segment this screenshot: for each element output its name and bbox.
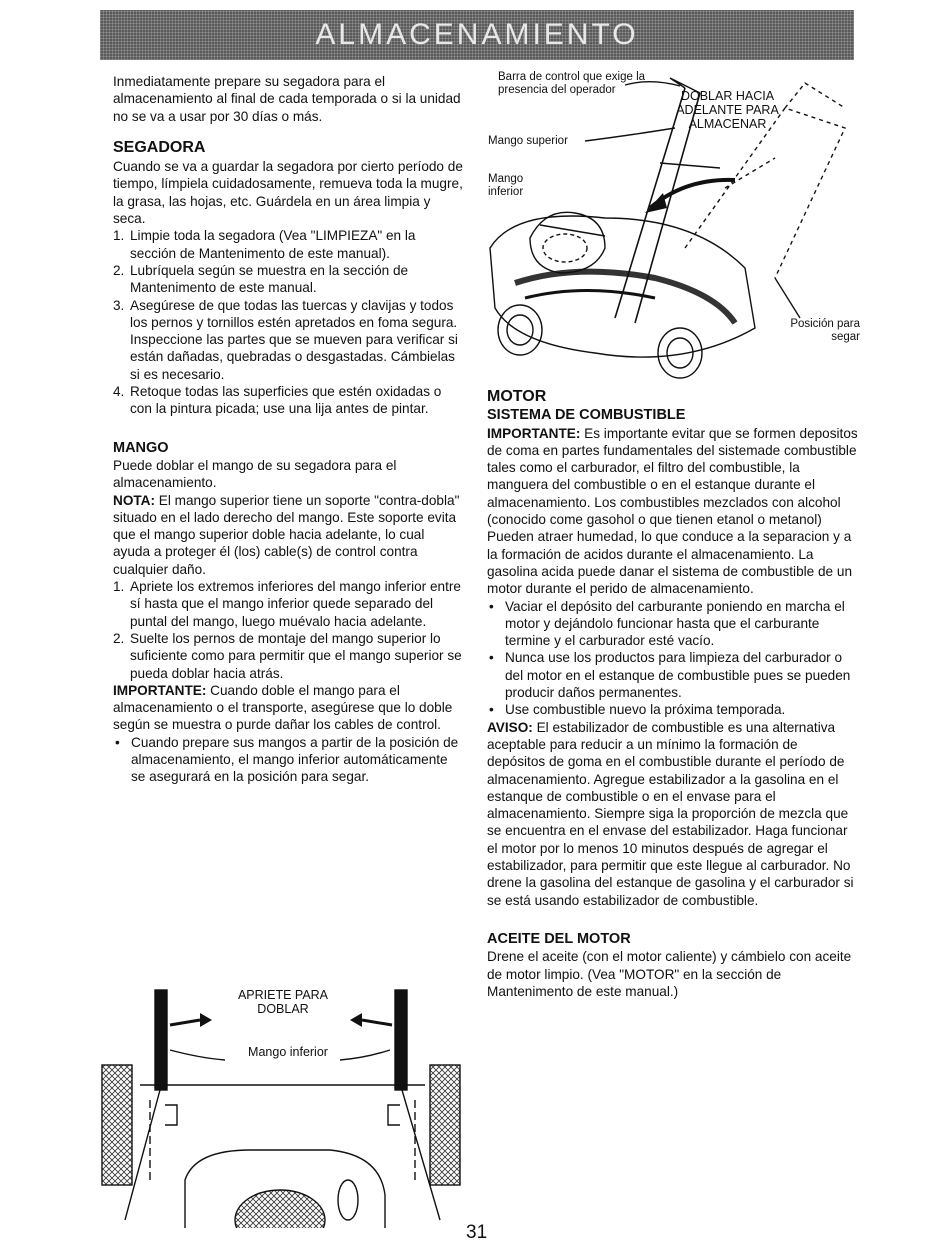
apriete-label: APRIETE PARA DOBLAR [237, 988, 329, 1016]
list-item: 4. Retoque todas las superficies que estén oxidadas o con la pintura picada; use una lija antes de pintar. [113, 384, 442, 417]
mango-heading: MANGO [113, 439, 169, 456]
list-item: • Nunca use los productos para limpieza del carburador o del motor en el estanque de combustible pues se pueden producir daños permanentes. [489, 650, 851, 701]
list-item: • Cuando prepare sus mangos a partir de la posición de almacenamiento, el mango inferior automáticamente se asegurará en la posición para segar. [115, 734, 459, 785]
page-number: 31 [466, 1222, 488, 1243]
handle-squeeze-figure [100, 980, 465, 1228]
importante-label: IMPORTANTE: [487, 425, 581, 441]
combustible-bullets [487, 598, 859, 719]
doblar-label: DOBLAR HACIA ADELANTE PARA ALMACENAR [676, 89, 779, 131]
list-item: 2. Suelte los pernos de montaje del mango superior lo suficiente como para permitir que el mango superior se pueda doblar hacia atrás. [113, 630, 462, 681]
list-item: 2. Lubríquela según se muestra en la sección de Mantenimento de este manual. [113, 262, 409, 296]
mango-steps [113, 578, 465, 682]
list-item: • Use combustible nuevo la próxima temporada. [489, 702, 786, 718]
mango-inferior-label: Mango inferior [488, 173, 524, 198]
list-item: 1. Apriete los extremos inferiores del mango inferior entre sí hasta que el mango inferior quede separado del puntal del mango, luego muévalo hacia adelante. [113, 579, 461, 629]
combustible-heading: SISTEMA DE COMBUSTIBLE [487, 407, 686, 424]
aviso-label: AVISO: [487, 719, 533, 735]
combustible-paragraph: IMPORTANTE: Es importante evitar que se formen depositos de coma en partes fundamentales del sistemade combustible tales como el carburador, el filtro del combustible, la manguera del combustible o en el estanque durante el almacenamiento. Los combustibles mezclados con alcohol (conocido come gasohol o que tienen etanol o metanol) Pueden atraer humedad, lo que conduce a la separacion y a la formación de acidos durante el almacenamiento. La gasolina acida puede danar el sistema de combustible de un motor durante el perido de almacenamiento. [487, 425, 858, 597]
segadora-paragraph: Cuando se va a guardar la segadora por cierto período de tiempo, límpiela cuidadosamente, remueva toda la mugre, la grasa, las hojas, etc. Guárdela en un área limpia y seca. [113, 159, 463, 227]
list-item: • Vaciar el depósito del carburante poniendo en marcha el motor y dejándolo funcionar hasta que el carburante termine y el carburador esté vacío. [489, 598, 845, 649]
importante-label: IMPORTANTE: [113, 682, 207, 698]
intro-paragraph: Inmediatamente prepare su segadora para el almacenamiento al final de cada temporada o si la unidad no se va a usar por 30 días o más. [113, 74, 461, 124]
mango-bullets [113, 734, 465, 786]
list-item: 3. Asegúrese de que todas las tuercas y clavijas y todos los pernos y tornillos estén apretados en foma segura. Inspeccione las partes que se mueven para verificar si están dañadas, quebradas o desgastadas. Cámbielas si es necesario. [113, 297, 458, 382]
nota-paragraph: NOTA: El mango superior tiene un soporte "contra-dobla" situado en el lado derecho del mango. Este soporte evita que el mango superior doble hacia adelante, lo cual ayuda a proteger él (los) cable(s) de control contra cualquier daño. [113, 492, 460, 577]
posicion-label: Posición para segar [790, 318, 860, 343]
nota-label: NOTA: [113, 492, 156, 508]
aceite-paragraph: Drene el aceite (con el motor caliente) y cámbielo con aceite de motor limpio. (Vea "MOTOR" en la sección de Mantenimento de este manual.) [487, 949, 852, 999]
right-column [487, 388, 859, 1000]
section-banner [100, 10, 854, 60]
list-item: 1. Limpie toda la segadora (Vea "LIMPIEZA" en la sección de Mantenimento de este manual). [113, 228, 416, 261]
mango-paragraph: Puede doblar el mango de su segadora para el almacenamiento. [113, 457, 397, 491]
motor-heading: MOTOR [487, 388, 547, 405]
mower-handle-fold-figure [485, 68, 860, 386]
bottom-mango-inferior-label: Mango inferior [248, 1045, 328, 1059]
handle-illustration [100, 980, 465, 1228]
aviso-paragraph: AVISO: El estabilizador de combustible es una alternativa aceptable para reducir a un mínimo la formación de depósitos de goma en el combustible durante el período de almacenamiento. Agregue estabilizador a la gasolina en el estanque de combustible o en el envase para el almacenamiento. Siempre siga la proporción de mezcla que se encuentra en el envase del estabilizador. Haga funcionar el motor por lo menos 10 minutos después de agregar el estabilizador, para permitir que este llegue al carburador. No drene la gasolina del estanque de gasolina y el carburador si se está usando estabilizador de combustible. [487, 719, 854, 908]
segadora-heading: SEGADORA [113, 138, 206, 156]
left-column [113, 73, 465, 786]
importante-paragraph: IMPORTANTE: Cuando doble el mango para el almacenamiento o el transporte, asegúrese que lo doble según se muestra o purde dañar los cables de control. [113, 682, 453, 733]
aceite-heading: ACEITE DEL MOTOR [487, 930, 631, 947]
mango-superior-label: Mango superior [488, 135, 568, 147]
banner-title: ALMACENAMIENTO [315, 18, 639, 51]
barra-control-label: Barra de control que exige la presencia del operador [498, 71, 646, 96]
segadora-steps [113, 227, 465, 417]
